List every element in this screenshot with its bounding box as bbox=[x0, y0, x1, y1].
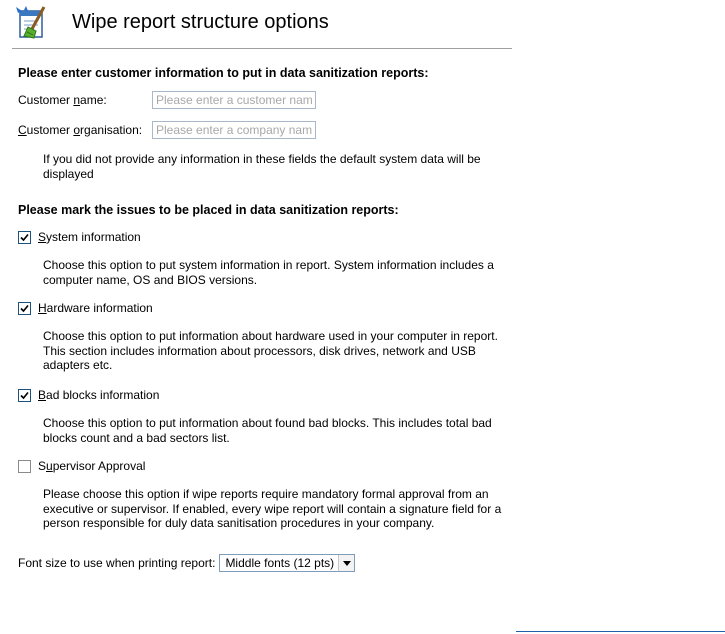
system-info-checkbox[interactable] bbox=[18, 231, 31, 244]
hardware-info-checkbox-row[interactable] bbox=[18, 301, 153, 315]
supervisor-approval-description: Please choose this option if wipe reports require mandatory formal approval from an executive or supervisor. If enabled, every wipe report will contain a signature field for a person responsible for duly data sanitisation procedures in your company. bbox=[43, 487, 502, 530]
dropdown-arrow-icon[interactable] bbox=[338, 555, 354, 571]
customer-org-row bbox=[18, 121, 316, 139]
font-size-select[interactable] bbox=[219, 554, 355, 572]
system-info-checkbox-row[interactable] bbox=[18, 230, 141, 244]
bad-blocks-label: Bad blocks information bbox=[38, 388, 160, 402]
font-size-selected-value: Middle fonts (12 pts) bbox=[225, 556, 335, 570]
bad-blocks-checkbox-row[interactable] bbox=[18, 388, 159, 402]
header bbox=[14, 4, 329, 40]
system-info-label: System information bbox=[38, 230, 141, 244]
hardware-info-label: Hardware information bbox=[38, 301, 153, 315]
supervisor-approval-label: Supervisor Approval bbox=[38, 459, 146, 473]
report-brush-icon bbox=[14, 5, 50, 39]
checkmark-icon bbox=[20, 233, 29, 242]
hardware-info-description: Choose this option to put information about hardware used in your computer in report. This section includes information about processors, disk drives, network and USB adapters etc. bbox=[43, 329, 498, 372]
system-info-description: Choose this option to put system information in report. System information includes a computer name, OS and BIOS versions. bbox=[43, 258, 494, 287]
customer-org-input[interactable] bbox=[152, 121, 316, 139]
customer-section-title: Please enter customer information to put in data sanitization reports: bbox=[18, 66, 429, 80]
customer-name-input[interactable] bbox=[152, 91, 316, 109]
font-size-row bbox=[18, 554, 355, 572]
header-divider bbox=[12, 48, 512, 49]
hardware-info-checkbox[interactable] bbox=[18, 302, 31, 315]
bad-blocks-description: Choose this option to put information about found bad blocks. This includes total bad blocks count and a bad sectors list. bbox=[43, 416, 492, 445]
customer-name-label: Customer name: bbox=[18, 93, 107, 107]
supervisor-approval-checkbox[interactable] bbox=[18, 460, 31, 473]
customer-note: If you did not provide any information in these fields the default system data will be displayed bbox=[43, 152, 481, 181]
checkmark-icon bbox=[20, 391, 29, 400]
page-title: Wipe report structure options bbox=[72, 10, 329, 33]
customer-org-label: Customer organisation: bbox=[18, 123, 143, 137]
font-size-label: Font size to use when printing report: bbox=[18, 556, 216, 570]
checkmark-icon bbox=[20, 304, 29, 313]
supervisor-approval-checkbox-row[interactable] bbox=[18, 459, 145, 473]
customer-name-row bbox=[18, 91, 316, 109]
bottom-divider bbox=[516, 631, 725, 632]
issues-section-title: Please mark the issues to be placed in data sanitization reports: bbox=[18, 203, 399, 217]
bad-blocks-checkbox[interactable] bbox=[18, 389, 31, 402]
